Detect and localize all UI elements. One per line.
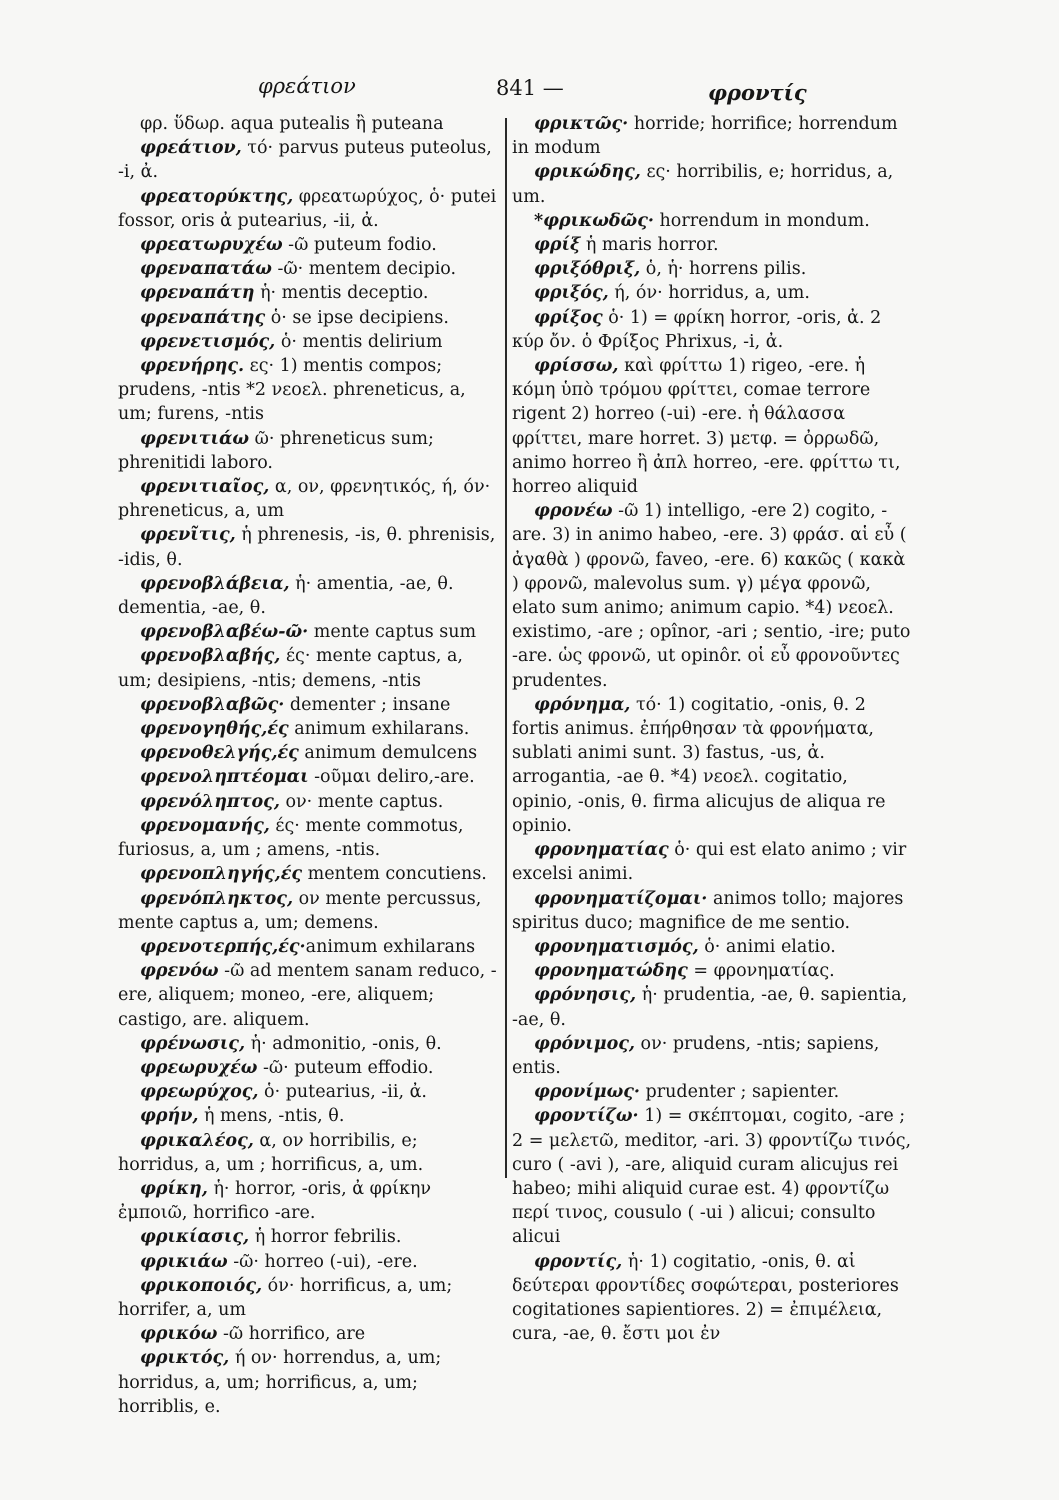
entry-definition: ή ον· horrendus, a, um; horridus, a, um; horrificus, a, um; horriblis, e.	[118, 1348, 442, 1417]
entry-definition: ἡ· prudentia, -ae, θ. sapientia, -ae, θ.	[512, 985, 908, 1030]
dictionary-entry	[512, 959, 912, 983]
dictionary-entry	[118, 862, 498, 886]
entry-headword: φρεναπάτη	[140, 283, 255, 304]
dictionary-entry	[118, 281, 498, 305]
entry-headword: φρόνιμος,	[534, 1033, 635, 1054]
entry-headword: φρενογηθής,ές	[140, 719, 289, 740]
entry-definition: animum demulcens	[298, 743, 478, 764]
entry-headword: φρενόπληκτος,	[140, 888, 294, 909]
dictionary-entry	[512, 209, 912, 233]
entry-headword: φρενετισμός,	[140, 331, 276, 352]
dictionary-entry	[118, 620, 498, 644]
entry-headword: φρενιτιαῖος,	[140, 477, 270, 498]
entry-definition: όν· horrificus, a, um; horrifer, a, um	[118, 1275, 453, 1320]
entry-definition: ές· mente captus, a, um; desipiens, -ntis; demens, -ntis	[118, 646, 463, 691]
entry-headword: φρενόληπτος,	[140, 791, 280, 812]
dictionary-entry	[512, 112, 912, 160]
entry-definition: mentem concutiens.	[302, 864, 487, 885]
entry-definition: -ῶ puteum fodio.	[282, 235, 437, 256]
entry-definition: ὁ· animi elatio.	[698, 936, 836, 957]
dictionary-entry	[118, 935, 498, 959]
dictionary-entry	[118, 1346, 498, 1419]
entry-headword: φροντίζω·	[534, 1106, 639, 1127]
entry-headword: φρικαλέος,	[140, 1130, 254, 1151]
dictionary-entry	[512, 257, 912, 281]
entry-headword: φρικώδης,	[534, 162, 641, 183]
dictionary-entry	[512, 1104, 912, 1249]
dictionary-entry	[118, 1129, 498, 1177]
dictionary-entry	[118, 185, 498, 233]
entry-headword: φρενοβλαβῶς·	[140, 694, 285, 715]
header-right-guideword: φροντίς	[708, 80, 807, 105]
entry-headword: φροντίς,	[534, 1251, 623, 1272]
dictionary-entry	[512, 1032, 912, 1080]
dictionary-entry	[118, 306, 498, 330]
entry-headword: φρεναπατάω	[140, 259, 272, 280]
entry-headword: φρενοβλάβεια,	[140, 573, 290, 594]
entry-headword: φρικόω	[140, 1324, 218, 1345]
dictionary-entry	[118, 112, 498, 136]
entry-definition: ἡ· 1) cogitatio, -onis, θ. αἱ δεύτεραι φροντίδες σοφώτεραι, posteriores cogitationes sapientiores. 2) = ἐπιμέλεια, cura, -ae, θ. ἔστι μοι ἐν	[512, 1251, 899, 1345]
entry-headword: φρονηματώδης	[534, 961, 688, 982]
entry-definition: α, ον horribilis, e; horridus, a, um ; horrificus, a, um.	[118, 1130, 424, 1175]
entry-headword: φρικοποιός,	[140, 1275, 263, 1296]
page-number: 841 —	[496, 76, 564, 100]
dictionary-entry	[512, 160, 912, 208]
entry-definition: ἡ· amentia, -ae, θ. dementia, -ae, θ.	[118, 573, 454, 619]
page-header	[0, 66, 1059, 106]
dictionary-entry	[118, 1250, 498, 1274]
entry-definition: animum exhilarans.	[288, 719, 470, 740]
entry-definition: ἡ horror febrilis.	[249, 1227, 402, 1248]
entry-definition: ὁ· 1) = φρίκη horror, -oris, ἀ. 2 κύρ ὄν. ὁ Φρίξος Phrixus, -i, ἀ.	[512, 307, 882, 352]
dictionary-entry	[512, 1080, 912, 1104]
entry-definition: -οῦμαι deliro,-are.	[308, 767, 475, 788]
entry-definition: ὁ, ἡ· horrens pilis.	[640, 259, 807, 280]
entry-definition: ἡ phrenesis, -is, θ. phrenisis, -idis, θ.	[118, 525, 496, 570]
entry-definition: 1) = σκέπτομαι, cogito, -are ; 2 = μελετῶ, meditor, -ari. 3) φροντίζω τινός, curo ( -avi ), -are, aliquid curam alicujus rei habeo; mihi aliquid curae est. 4) φροντίζω περί τινος, cousulo ( -ui ) alicui; consulto alicui	[512, 1106, 912, 1248]
entry-headword: φρεωρυχέω	[140, 1057, 258, 1078]
entry-definition: α, ον, φρενητικός, ή, όν· phreneticus, a, um	[118, 477, 491, 522]
dictionary-entry	[512, 306, 912, 354]
entry-headword: φρεατωρυχέω	[140, 235, 283, 256]
dictionary-entry	[118, 765, 498, 789]
entry-definition: ἡ maris horror.	[580, 235, 719, 256]
entry-headword: φρενοβλαβής,	[140, 646, 281, 667]
entry-headword: φρενοβλαβέω-ῶ·	[140, 622, 309, 643]
entry-definition: animum exhilarans	[305, 936, 476, 957]
dictionary-entry	[118, 887, 498, 935]
entry-definition: mente captus sum	[308, 622, 477, 643]
entry-definition: -ῶ· mentem decipio.	[271, 259, 457, 280]
dictionary-entry	[118, 644, 498, 692]
dictionary-entry	[512, 935, 912, 959]
entry-definition: ἡ· admonitio, -onis, θ.	[245, 1033, 442, 1054]
entry-definition: = φρονηματίας.	[687, 961, 835, 982]
entry-headword: φρίκη,	[140, 1178, 208, 1199]
entry-headword: φρικτός,	[140, 1348, 230, 1369]
dictionary-entry	[118, 717, 498, 741]
dictionary-entry	[118, 741, 498, 765]
entry-definition: ἡ· horror, -oris, ἀ φρίκην ἐμποιῶ, horrifico -are.	[118, 1178, 432, 1224]
dictionary-entry	[118, 1322, 498, 1346]
entry-headword: φρήν,	[140, 1106, 199, 1127]
entry-definition: ες· 1) mentis compos; prudens, -ntis *2 νεοελ. phreneticus, a, um; furens, -ntis	[118, 356, 466, 425]
entry-headword: φρικτῶς·	[534, 114, 629, 134]
entry-headword: φρονηματίζομαι·	[534, 888, 708, 909]
entry-headword: φρεωρύχος,	[140, 1082, 259, 1103]
entry-headword: φρίσσω,	[534, 356, 619, 377]
entry-definition: ον· prudens, -ntis; sapiens, entis.	[512, 1033, 880, 1078]
dictionary-entry	[118, 1032, 498, 1056]
entry-definition: prudenter ; sapienter.	[639, 1082, 840, 1103]
entry-headword: φρικίασις,	[140, 1227, 250, 1248]
entry-definition: ον· mente captus.	[279, 791, 444, 812]
entry-definition: ὁ· qui est elato animo ; vir excelsi animi.	[512, 840, 907, 885]
entry-definition: τό· parvus puteus puteolus, -i, ἀ.	[118, 138, 492, 183]
entry-headword: φρενοθελγής,ές	[140, 743, 299, 764]
entry-headword: φρονέω	[534, 501, 613, 522]
dictionary-entry	[118, 790, 498, 814]
entry-definition: -ῶ· horreo (-ui), -ere.	[227, 1251, 418, 1272]
dictionary-entry	[118, 475, 498, 523]
entry-headword: φρεάτιον,	[140, 138, 242, 159]
dictionary-entry	[118, 427, 498, 475]
dictionary-entry	[118, 1056, 498, 1080]
entry-definition: animos tollo; majores spiritus duco; magnifice de me sentio.	[512, 888, 904, 933]
entry-headword: φρίξ	[534, 235, 581, 256]
entry-definition: -ῶ ad mentem sanam reduco, -ere, aliquem; moneo, -ere, aliquem; castigo, are. aliquem.	[118, 961, 497, 1030]
entry-headword: φρενοτερπής,ές·	[140, 936, 306, 957]
entry-headword: φρενήρης.	[140, 356, 245, 377]
entry-definition: φρεατωρύχος, ὁ· putei fossor, oris ἀ putearius, -ii, ἀ.	[118, 186, 497, 231]
entry-headword: φρίξος	[534, 307, 603, 328]
dictionary-entry	[118, 136, 498, 184]
entry-definition: ὁ· se ipse decipiens.	[265, 307, 449, 328]
dictionary-entry	[118, 959, 498, 1032]
dictionary-entry	[118, 523, 498, 571]
dictionary-entry	[118, 1080, 498, 1104]
dictionary-entry	[512, 1250, 912, 1347]
entry-definition: horrendum in mondum.	[653, 210, 870, 231]
entry-headword: φρενομανής,	[140, 815, 270, 836]
dictionary-entry	[118, 1104, 498, 1128]
entry-headword: φρόνησις,	[534, 985, 637, 1006]
entry-definition: -ῶ 1) intelligo, -ere 2) cogito, -are. 3) in animo habeo, -ere. 3) φράσ. αἱ εὖ ( ἀγαθὰ ) φρονῶ, faveo, -ere. 6) κακῶς ( κακὰ ) φρονῶ, malevolus sum. γ) μέγα φρονῶ, elato sum animo; animum capio. *4) νεοελ. existimo, -are ; opînor, -ari ; sentio, -ire; puto -are. ὡς φρονῶ, ut opinôr. οἱ εὖ φρονοῦντες prudentes.	[512, 501, 911, 691]
dictionary-entry	[512, 354, 912, 499]
dictionary-entry	[118, 354, 498, 427]
entry-headword: φρενιτιάω	[140, 428, 250, 449]
entry-headword: φρεατορύκτης,	[140, 186, 294, 207]
dictionary-entry	[118, 572, 498, 620]
dictionary-entry	[512, 838, 912, 886]
entry-definition: καὶ φρίττω 1) rigeo, -ere. ἡ κόμη ὑπὸ τρόμου φρίττει, comae terrore rigent 2) horreo (-ui) -ere. ἡ θάλασσα φρίττει, mare horret. 3) μετφ. = ὀρρωδῶ, animo horreo ἢ ἀπλ horreo, -ere. φρίττω τι, horreo aliquid	[512, 356, 901, 498]
entry-headword: φρένωσις,	[140, 1033, 246, 1054]
entry-definition: -ῶ horrifico, are	[217, 1324, 366, 1345]
dictionary-entry	[512, 693, 912, 838]
entry-headword: φρενοληπτέομαι	[140, 767, 309, 788]
left-column	[118, 112, 498, 1419]
entry-headword: φρικιάω	[140, 1251, 228, 1272]
entry-definition: τό· 1) cogitatio, -onis, θ. 2 fortis animus. ἐπήρθησαν τὰ φρονήματα, sublati animi sunt. 3) fastus, -us, ἀ. arrogantia, -ae θ. *4) νεοελ. cogitatio, opinio, -onis, θ. firma alicujus de aliqua re opinio.	[512, 694, 886, 836]
entry-headword: φρονηματίας	[534, 840, 669, 861]
entry-definition: -ῶ· puteum effodio.	[257, 1057, 434, 1078]
dictionary-entry	[118, 257, 498, 281]
dictionary-entry	[512, 983, 912, 1031]
entry-definition: dementer ; insane	[284, 694, 451, 715]
dictionary-entry	[118, 233, 498, 257]
entry-definition: ἡ· mentis deceptio.	[254, 283, 429, 304]
dictionary-entry	[118, 1177, 498, 1225]
entry-definition: ὁ· putearius, -ii, ἀ.	[258, 1082, 427, 1103]
dictionary-entry	[118, 330, 498, 354]
dictionary-entry	[118, 814, 498, 862]
dictionary-entry	[512, 887, 912, 935]
entry-headword: φριξός,	[534, 283, 609, 304]
dictionary-entry	[512, 499, 912, 693]
entry-headword: φρενόω	[140, 961, 219, 982]
entry-headword: φρενῖτις,	[140, 525, 236, 546]
entry-definition: φρ. ὕδωρ. aqua putealis ἢ puteana	[140, 114, 444, 134]
entry-definition: ον mente percussus, mente captus a, um; demens.	[118, 888, 482, 933]
dictionary-entry	[512, 281, 912, 305]
header-left-guideword: φρεάτιον	[258, 74, 356, 98]
entry-headword: φριξόθριξ,	[534, 259, 641, 280]
entry-headword: φρόνημα,	[534, 694, 631, 715]
entry-definition: ή, όν· horridus, a, um.	[608, 283, 810, 304]
entry-definition: ῶ· phreneticus sum; phrenitidi laboro.	[118, 428, 434, 473]
column-divider	[505, 118, 507, 1178]
entry-headword: φρονίμως·	[534, 1082, 640, 1103]
entry-headword: *φρικωδῶς·	[534, 210, 654, 231]
dictionary-entry	[512, 233, 912, 257]
entry-definition: ες· horribilis, e; horridus, a, um.	[512, 162, 894, 207]
entry-headword: φρενοπληγής,ές	[140, 864, 303, 885]
entry-definition: ὁ· mentis delirium	[275, 331, 443, 352]
entry-headword: φρονηματισμός,	[534, 936, 699, 957]
dictionary-entry	[118, 693, 498, 717]
dictionary-entry	[118, 1274, 498, 1322]
entry-headword: φρεναπάτης	[140, 307, 266, 328]
entry-definition: ἡ mens, -ntis, θ.	[198, 1106, 345, 1127]
entry-definition: horride; horrifice; horrendum in modum	[512, 114, 898, 159]
right-column	[512, 112, 912, 1346]
entry-definition: ές· mente commotus, furiosus, a, um ; amens, -ntis.	[118, 815, 464, 861]
dictionary-entry	[118, 1225, 498, 1249]
